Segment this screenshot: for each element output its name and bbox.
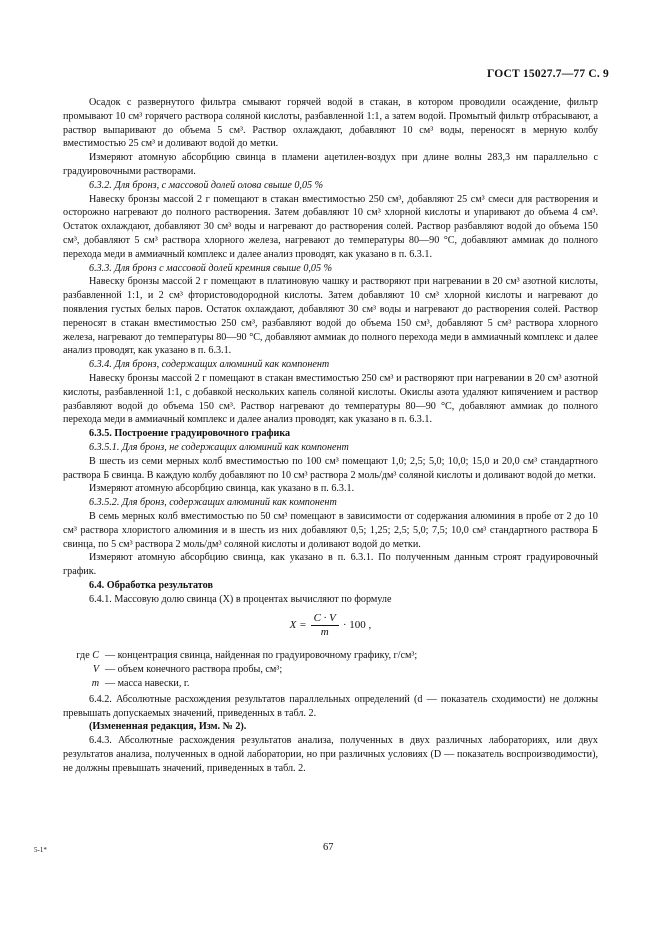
formula-lhs: X = — [289, 619, 307, 632]
page-number: 67 — [323, 842, 334, 853]
section-heading: 6.4. Обработка результатов — [89, 579, 213, 591]
footer-mark: 5-1* — [34, 846, 47, 854]
variable-definition — [63, 663, 598, 677]
variable-definition — [63, 677, 598, 691]
formula — [63, 612, 598, 639]
section-heading: 6.3.5. Построение градуировочного графика — [89, 428, 291, 440]
section-heading: 6.3.3. Для бронз с массовой долей кремния свыше 0,05 % — [89, 262, 333, 274]
paragraph: Навеску бронзы массой 2 г помещают в платиновую чашку и растворяют при нагревании в 20 см³ азотной кислоты, разбавленной 1:1, и 2 см³ фтористоводородной кислоты. Затем добавляют 10 см³ хлорной кислоты и нагревают до появления густых белых паров. Остаток охлаждают, добавляют 30 см³ воды и нагревают до растворения солей. Раствор переносят в стакан вместимостью 250 см³, разбавляют водой до объема 150 см³, добавляют 5 см³ раствора хлорного железа, нагревают до температуры 80—90 °С, добавляют аммиак до полного перехода меди в аммиачный комплекс и далее анализ проводят, как указано в п. 6.3.1. — [63, 276, 598, 357]
paragraph: 6.4.3. Абсолютные расхождения результатов анализа, полученных в двух различных лабораториях, или двух результатов анализа, полученных в одной лаборатории, но при различных условиях (D — показатель воспроизводимости), не должны превышать значений, приведенных в табл. 2. — [63, 735, 598, 774]
paragraph: В семь мерных колб вместимостью по 50 см³ помещают в зависимости от содержания алюминия в пробе от 2 до 10 см³ раствора хлористого алюминия и в шесть из них добавляют 0,5; 1,25; 2,5; 5,0; 7,5; 10,0 см³ стандартного раствора Б свинца, по 5 см³ раствора 2 моль/дм³ соляной кислоты и доливают водой до метки. — [63, 510, 598, 550]
paragraph: Измеряют атомную абсорбцию свинца в пламени ацетилен-воздух при длине волны 283,3 нм параллельно с градуировочными растворами. — [63, 152, 598, 177]
paragraph: Осадок с развернутого фильтра смывают горячей водой в стакан, в котором проводили осаждение, фильтр промывают 10 см³ горячего раствора соляной кислоты, разбавленной 1:1, а затем водой. Промытый фильтр отбрасывают, а раствор выпаривают до объема 5 см³. Раствор охлаждают, добавляют 10 см³ воды, переносят в мерную колбу вместимостью 25 см³ и доливают водой до метки. — [63, 97, 598, 150]
paragraph: Измеряют атомную абсорбцию свинца, как указано в п. 6.3.1. — [89, 483, 355, 495]
variable-symbol: где C — [76, 650, 99, 662]
variable-symbol: m — [91, 678, 99, 690]
subsection-heading: 6.3.5.1. Для бронз, не содержащих алюминий как компонент — [89, 441, 349, 453]
variable-description: — концентрация свинца, найденная по градуировочному графику, г/см³; — [105, 650, 418, 662]
paragraph: 6.4.1. Массовую долю свинца (X) в процентах вычисляют по формуле — [89, 593, 392, 605]
section-heading: 6.3.4. Для бронз, содержащих алюминий как компонент — [89, 359, 330, 371]
paragraph: В шесть из семи мерных колб вместимостью по 100 см³ помещают 1,0; 2,5; 5,0; 10,0; 15,0 и 20,0 см³ стандартного раствора Б свинца. В каждую колбу добавляют по 10 см³ раствора 2 моль/дм³ соляной кислоты и доливают водой до метки. — [63, 455, 598, 481]
formula-fraction — [311, 612, 339, 639]
variable-definition — [63, 649, 598, 663]
paragraph: Навеску бронзы массой 2 г помещают в стакан вместимостью 250 см³ и растворяют при нагревании в 20 см³ азотной кислоты, разбавленной 1:1, с добавкой нескольких капель соляной кислоты. Окислы азота удаляют кипячением и раствор разбавляют водой до объема 150 см³. Раствор нагревают до температуры 80—90 °С, добавляют аммиак до полного перехода меди в аммиачный комплекс и далее анализ проводят, как указано в п. 6.3.1. — [63, 372, 598, 426]
variable-description: — объем конечного раствора пробы, см³; — [105, 664, 283, 676]
document-body — [63, 96, 598, 776]
section-heading: 6.3.2. Для бронз, с массовой долей олова свыше 0,05 % — [89, 179, 324, 191]
variable-description: — масса навески, г. — [105, 678, 190, 690]
paragraph: Измеряют атомную абсорбцию свинца, как указано в п. 6.3.1. По полученным данным строят градуировочный график. — [63, 552, 598, 578]
formula-rest: · 100 , — [342, 619, 372, 632]
page-header: ГОСТ 15027.7—77 С. 9 — [486, 68, 609, 80]
variable-symbol: V — [92, 664, 99, 676]
paragraph: 6.4.2. Абсолютные расхождения результатов параллельных определений (d — показатель сходимости) не должны превышать допускаемых значений, приведенных в табл. 2. — [63, 693, 598, 719]
edition-note: (Измененная редакция, Изм. № 2). — [89, 721, 247, 733]
subsection-heading: 6.3.5.2. Для бронз, содержащих алюминий как компонент — [89, 497, 337, 509]
formula-numerator: C · V — [311, 612, 339, 626]
paragraph: Навеску бронзы массой 2 г помещают в стакан вместимостью 250 см³, добавляют 25 см³ смеси для растворения и осторожно нагревают до полного растворения. Затем добавляют 10 см³ хлорной кислоты и упаривают до объема 4 см³. Остаток охлаждают, добавляют 30 см³ воды и нагревают до растворения солей. Раствор разбавляют водой до объема 150 см³, добавляют 5 см³ раствора хлорного железа, нагревают до температуры 80—90 °С, добавляют аммиак до полного перехода меди в аммиачный комплекс и далее анализ проводят, как указано в п. 6.3.1. — [63, 193, 598, 260]
formula-denominator: m — [320, 626, 329, 639]
